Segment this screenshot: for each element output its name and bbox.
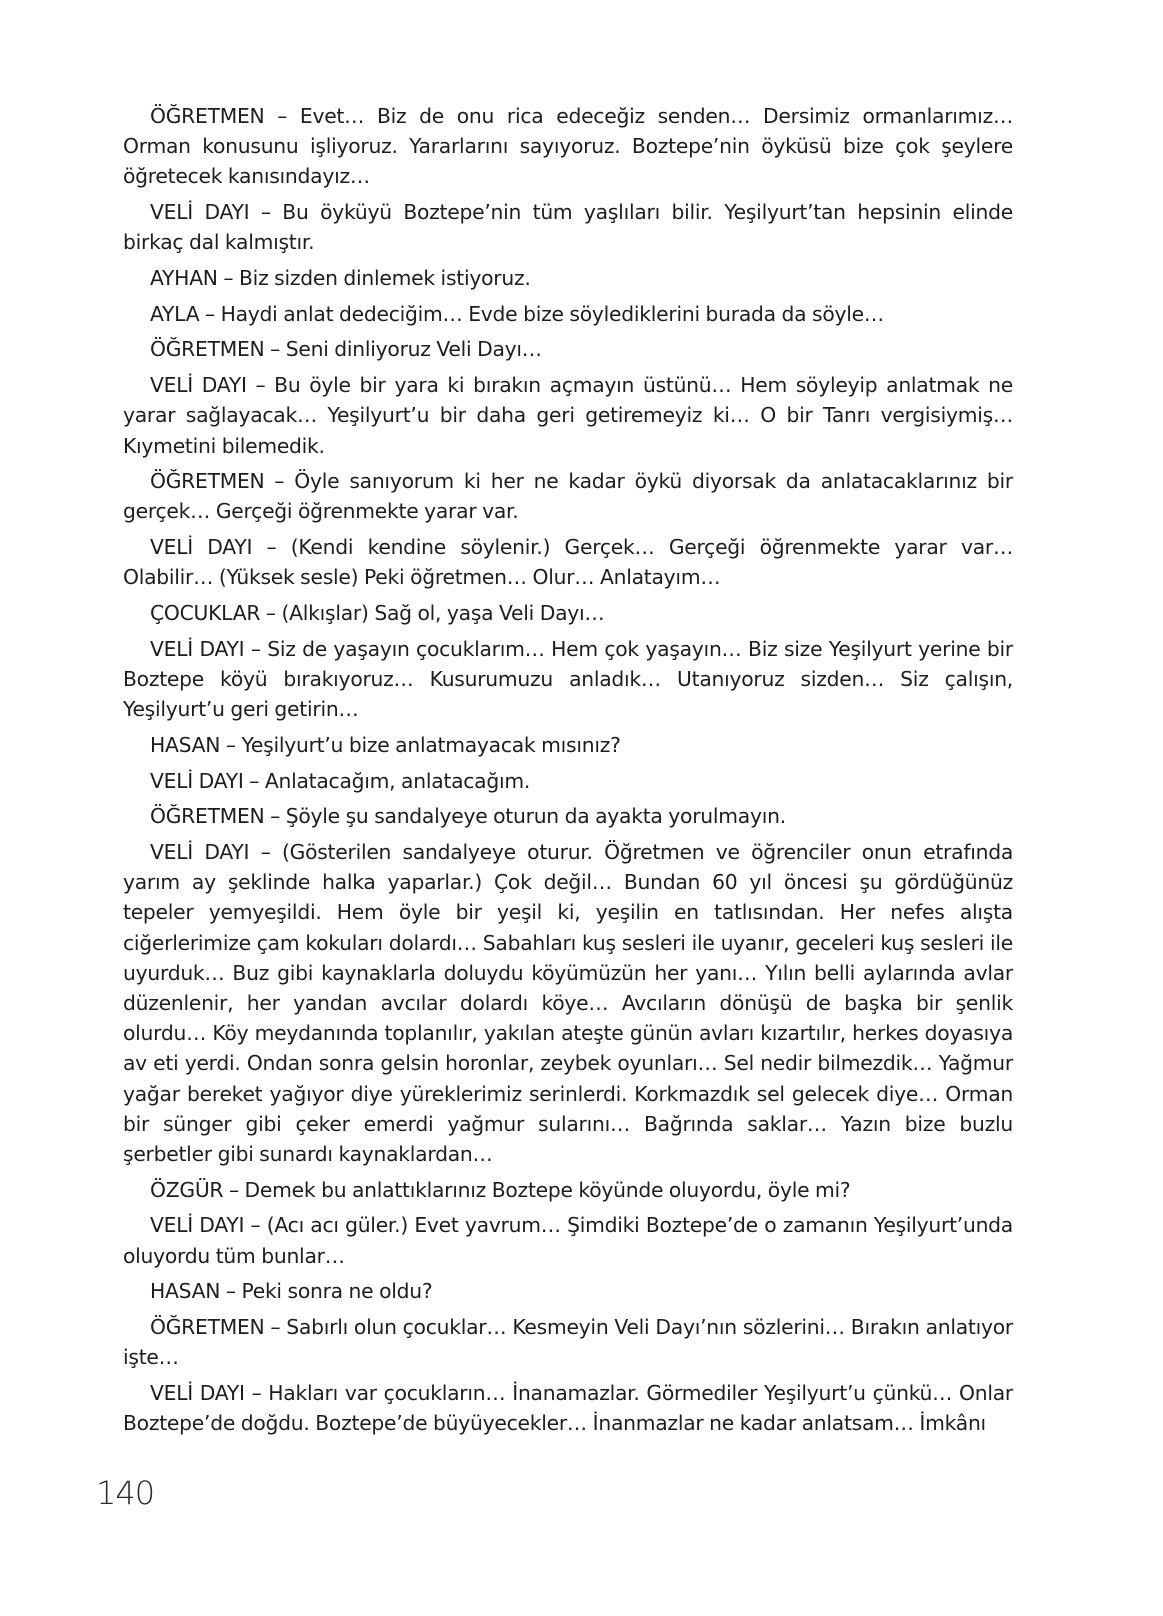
dialogue-paragraph: HASAN – Peki sonra ne oldu? [150, 1279, 433, 1304]
dialogue-paragraph: ÖĞRETMEN – Seni dinliyoruz Veli Dayı… [150, 337, 542, 362]
dialogue-paragraph: AYLA – Haydi anlat dedeciğim… Evde bize söylediklerini burada da söyle… [150, 301, 884, 326]
dialogue-paragraph: VELİ DAYI – (Acı acı güler.) Evet yavrum… Şimdiki Boztepe’de o zamanın Yeşilyurt’unda oluyordu tüm bunlar… [123, 1213, 1013, 1268]
dialogue-paragraph: VELİ DAYI – Bu öyle bir yara ki bırakın açmayın üstünü… Hem söyleyip anlatmak ne yarar sağlayacak… Yeşilyurt’u bir daha geri getiremeyiz ki… O bir Tanrı vergisiymiş… Kıymetini bilemedik. [123, 373, 1013, 458]
dialogue-paragraph: VELİ DAYI – Siz de yaşayın çocuklarım… Hem çok yaşayın… Biz size Yeşilyurt yerine bir Boztepe köyü bırakıyoruz… Kusurumuzu anladık… Utanıyoruz sizden… Siz çalışın, Yeşilyurt’u geri getirin… [123, 636, 1013, 722]
dialogue-paragraph: ÇOCUKLAR – (Alkışlar) Sağ ol, yaşa Veli Dayı… [150, 601, 605, 626]
dialogue-paragraph: VELİ DAYI – Bu öyküyü Boztepe’nin tüm yaşlıları bilir. Yeşilyurt’tan hepsinin elinde birkaç dal kalmıştır. [123, 200, 1013, 255]
dialogue-paragraph: ÖZGÜR – Demek bu anlattıklarınız Boztepe köyünde oluyordu, öyle mi? [150, 1177, 851, 1202]
dialogue-paragraph: ÖĞRETMEN – Şöyle şu sandalyeye oturun da ayakta yorulmayın. [150, 804, 786, 829]
dialogue-paragraph: ÖĞRETMEN – Öyle sanıyorum ki her ne kadar öykü diyorsak da anlatacaklarınız bir gerçek… Gerçeği öğrenmekte yarar var. [123, 469, 1013, 524]
play-text [123, 101, 1013, 1444]
dialogue-paragraph: VELİ DAYI – Anlatacağım, anlatacağım. [150, 768, 531, 793]
dialogue-paragraph: VELİ DAYI – Hakları var çocukların… İnanamazlar. Görmediler Yeşilyurt’u çünkü… Onlar Boztepe’de doğdu. Boztepe’de büyüyecekler… İnanmazlar ne kadar anlatsam… İmkânı [123, 1380, 1013, 1436]
dialogue-paragraph: ÖĞRETMEN – Evet… Biz de onu rica edeceğiz senden… Dersimiz ormanlarımız… Orman konusunu işliyoruz. Yararlarını sayıyoruz. Boztepe’nin öyküsü bize çok şeylere öğretecek kanısındayız… [123, 104, 1013, 189]
page-number: 140 [96, 1474, 155, 1512]
dialogue-paragraph: AYHAN – Biz sizden dinlemek istiyoruz. [150, 266, 531, 291]
dialogue-paragraph: HASAN – Yeşilyurt’u bize anlatmayacak mısınız? [150, 732, 621, 757]
dialogue-paragraph: VELİ DAYI – (Kendi kendine söylenir.) Gerçek… Gerçeği öğrenmekte yarar var… Olabilir… (Yüksek sesle) Peki öğretmen… Olur… Anlatayım… [123, 535, 1013, 590]
dialogue-paragraph: ÖĞRETMEN – Sabırlı olun çocuklar… Kesmeyin Veli Dayı’nın sözlerini… Bırakın anlatıyor işte… [123, 1315, 1013, 1370]
dialogue-paragraph: VELİ DAYI – (Gösterilen sandalyeye oturur. Öğretmen ve öğrenciler onun etrafında yarım ay şeklinde halka yaparlar.) Çok değil… Bundan 60 yıl öncesi şu gördüğünüz tepeler yemyeşildi. Hem öyle bir yeşil ki, yeşilin en tatlısından. Her nefes alışta ciğerlerimize çam kokuları dolardı… Sabahları kuş sesleri ile uyanır, geceleri kuş sesleri ile uyurduk… Buz gibi kaynaklarla doluydu köyümüzün her yanı… Yılın belli aylarında avlar düzenlenir, her yandan avcılar dolardı köye… Avcıların dönüşü de başka bir şenlik olurdu… Köy meydanında toplanılır, yakılan ateşte günün avları kızartılır, herkes doyasıya av eti yerdi. Ondan sonra gelsin horonlar, zeybek oyunları… Sel nedir bilmezdik… Yağmur yağar bereket yağıyor diye yüreklerimiz serinlerdi. Korkmazdık sel gelecek diye… Orman bir sünger gibi çeker emerdi yağmur sularını… Bağrında saklar… Yazın bize buzlu şerbetler gibi sunardı kaynaklardan… [123, 839, 1013, 1166]
